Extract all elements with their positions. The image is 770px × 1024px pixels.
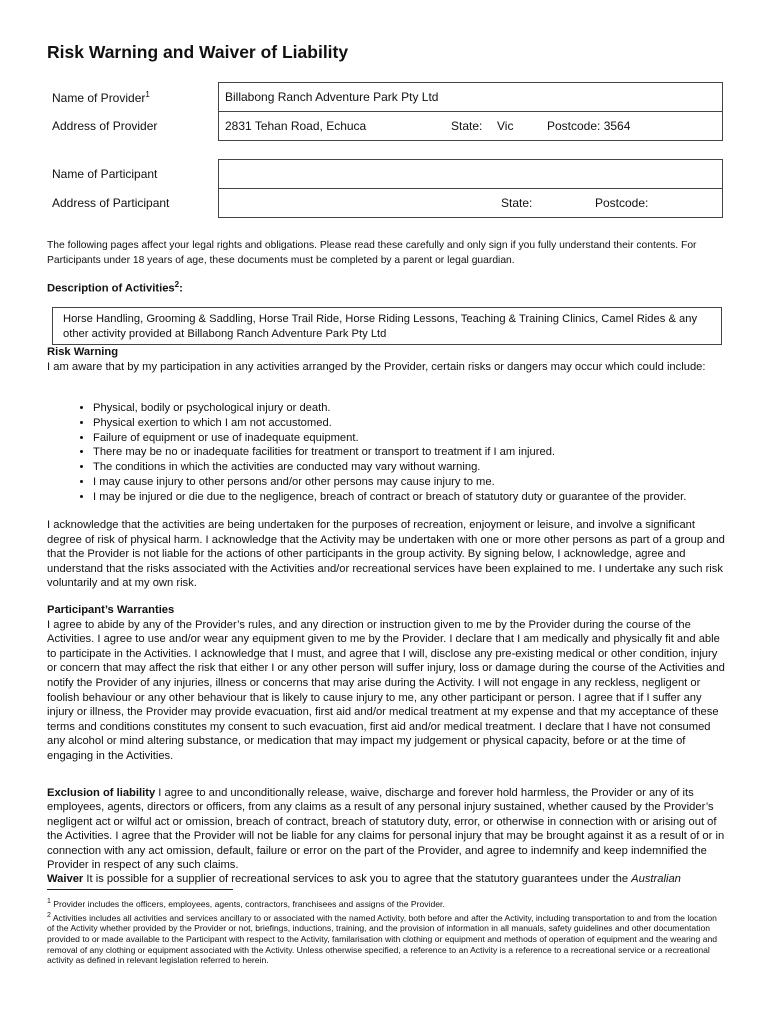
participant-postcode-label: Postcode: xyxy=(595,196,649,210)
list-item: • There may be no or inadequate facilities for treatment or transport to treatment if I am injured. xyxy=(93,445,769,460)
warranties-heading: Participant’s Warranties xyxy=(47,604,175,616)
risk-list xyxy=(47,401,769,505)
provider-name-field[interactable]: Billabong Ranch Adventure Park Pty Ltd xyxy=(219,83,723,112)
waiver-text: It is possible for a supplier of recreational services to ask you to agree that the statutory guarantees under the xyxy=(83,873,632,886)
exclusion-section xyxy=(47,786,727,887)
risk-acknowledgement: I acknowledge that the activities are being undertaken for the purposes of recreation, enjoyment or leisure, and involve a significant degree of risk of physical harm. I acknowledge that the Activity may be undertaken with one or more other persons as part of a group and that the Provider is not liable for the actions of other participants in the group activity. By signing below, I acknowledge, agree and understand that the risks associated with the Activities and/or recreational services have been explained to me. I undertake any such risk voluntarily and at my own risk. xyxy=(47,519,725,590)
provider-name-label: Name of Provider$^1$ xyxy=(52,89,150,105)
waiver-italic: Australian xyxy=(631,873,681,886)
exclusion-heading: Exclusion of liability xyxy=(47,787,156,799)
risk-warning-intro: I am aware that by my participation in any activities arranged by the Provider, certain risks or dangers may occur which could include: xyxy=(47,360,706,373)
provider-address-value: 2831 Tehan Road, Echuca xyxy=(225,119,367,133)
list-item: • Physical, bodily or psychological injury or death. xyxy=(93,401,769,416)
participant-state-label: State: xyxy=(501,196,533,210)
list-item: • I may cause injury to other persons and/or other persons may cause injury to me. xyxy=(93,475,769,490)
intro-notice: The following pages affect your legal rights and obligations. Please read these carefully and only sign if you fully understand their contents. For Participants under 18 years of age, these documents must be completed by a parent or legal guardian. xyxy=(47,240,697,266)
participant-details-table xyxy=(46,159,723,218)
provider-address-field[interactable] xyxy=(219,112,723,141)
footnote-2: $^2$ Activities includes all activities and services ancillary to or associated with the named Activity, both before and after the Activity, including transportation to and from the location of the Activity whether provided by the Provider or not, briefings, inductions, training, and the provision of information in all manuals, safety guidelines and other documentation provided to or made available to the Participant with respect to the Activity, familarisation with clothing or equipment and methods of operation of equipment and the wearing and removal of any clothing or equipment associated with the Activity. Unless otherwise specified, a reference to an Activity is a reference to a recreational service or a recreational activity as defined in relevant legislation referred to herein. xyxy=(47,912,718,966)
provider-address-label: Address of Provider xyxy=(52,119,158,133)
waiver-heading: Waiver xyxy=(47,873,84,886)
provider-details-table xyxy=(46,82,723,141)
participant-address-field[interactable] xyxy=(219,189,723,218)
warranties-text: I agree to abide by any of the Provider’s rules, and any direction or instruction given to me by the Provider during the course of the Activities. I agree to use and/or wear any equipment given to me by the Provider. I declare that I am medically and physically fit and able to participate in the Activities. I acknowledge that I must, and agree that I will, disclose any pre-existing medical or other condition, injury or concern that may affect the risk that either I or any other person will suffer injury, loss or damage during the course of the Activities and notify the Provider of any injuries, illness or concerns that may arise during the Activity. I will not engage in any reckless, negligent or foolish behaviour or any other behaviour that is likely to cause injury to me, any other participant or person. I agree that if I suffer any injury or illness, the Provider may provide evacuation, first aid and/or medical treatment at my expense and that my acceptance of these terms and conditions constitutes my consent to such evacuation, first aid and/or medical treatment. I declare that I have not consumed any alcohol or mind altering substance, or medication that may impact my judgement or physical capacity, before or at the time of engaging in the Activities. xyxy=(47,618,725,762)
participant-address-label: Address of Participant xyxy=(52,196,170,210)
warranties-section xyxy=(47,603,727,764)
footnote-1: $^1$ Provider includes the officers, employees, agents, contractors, franchisees and assigns of the Provider. xyxy=(47,898,445,909)
participant-name-label: Name of Participant xyxy=(52,167,158,181)
participant-name-field[interactable] xyxy=(219,160,723,189)
risk-warning-heading: Risk Warning xyxy=(47,346,119,358)
activities-heading: Description of Activities$^2$: xyxy=(47,280,183,295)
list-item: • The conditions in which the activities are conducted may vary without warning. xyxy=(93,460,769,475)
footnote-divider xyxy=(47,889,233,890)
list-item: • Physical exertion to which I am not accustomed. xyxy=(93,416,769,431)
list-item: • Failure of equipment or use of inadequate equipment. xyxy=(93,431,769,446)
list-item: • I may be injured or die due to the negligence, breach of contract or breach of statutory duty or guarantee of the provider. xyxy=(93,490,769,505)
activities-description: Horse Handling, Grooming & Saddling, Horse Trail Ride, Horse Riding Lessons, Teaching & Training Clinics, Camel Rides & any other activity provided at Billabong Ranch Adventure Park Pty Ltd xyxy=(52,307,722,345)
provider-state-value: Vic xyxy=(497,119,514,133)
exclusion-text: I agree to and unconditionally release, waive, discharge and forever hold harmless, the Provider or any of its employees, agents, directors or officers, from any claims as a result of any personal injury sustained, whether caused by the Provider’s negligent act or wilful act or omission, breach of contract, breach of statutory duty, error, or otherwise in connection with or arising out of the Activities. I agree that the Provider will not be liable for any claims for personal injury that may be brought against it as a result of or in connection with any act omission, default, failure or error on the part of the Provider, and agree to indemnify and keep indemnified the Provider in respect of any such claims. xyxy=(47,787,725,872)
risk-warning-section xyxy=(47,345,727,374)
provider-postcode: Postcode: 3564 xyxy=(547,119,631,133)
provider-state-label: State: xyxy=(451,119,483,133)
page-title: Risk Warning and Waiver of Liability xyxy=(47,42,349,62)
